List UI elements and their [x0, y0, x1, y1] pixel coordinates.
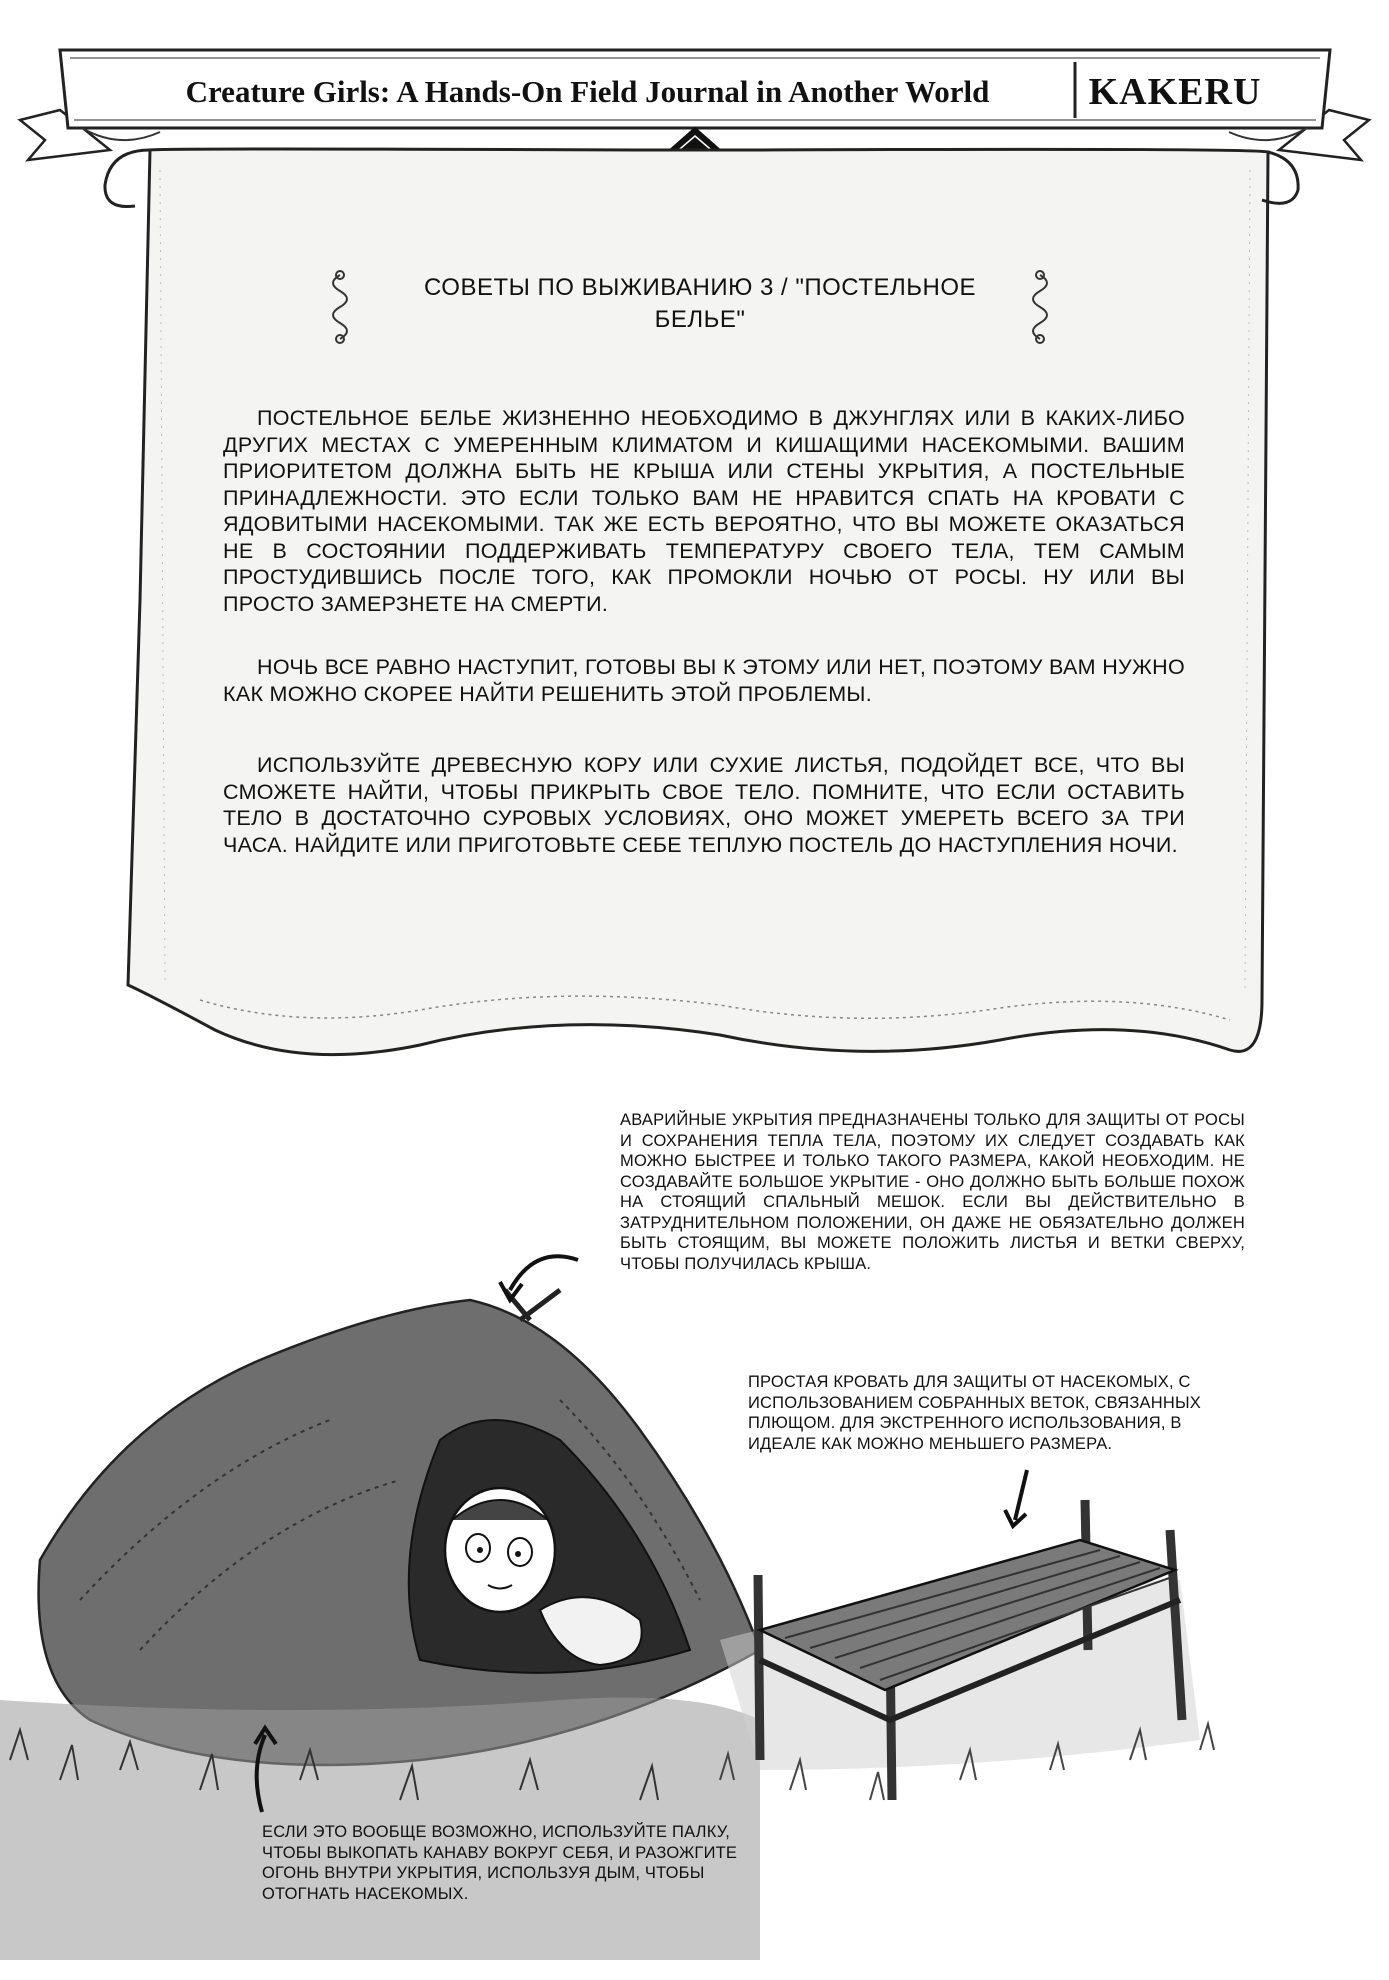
bed-caption: ПРОСТАЯ КРОВАТЬ ДЛЯ ЗАЩИТЫ ОТ НАСЕКОМЫХ, С ИСПОЛЬЗОВАНИЕМ СОБРАННЫХ ВЕТОК, СВЯЗАННЫХ ПЛЮЩОМ. ДЛЯ ЭКСТРЕННОГО ИСПОЛЬЗОВАНИЯ, В ИДЕАЛЕ КАК МОЖНО МЕНЬШЕГО РАЗМЕРА. [748, 1373, 1201, 1453]
author-name: KAKERU [1088, 71, 1262, 113]
journal-paragraph: НОЧЬ ВСЕ РАВНО НАСТУПИТ, ГОТОВЫ ВЫ К ЭТОМУ ИЛИ НЕТ, ПОЭТОМУ ВАМ НУЖНО КАК МОЖНО СКОРЕЕ НАЙТИ РЕШЕНИТЬ ЭТОЙ ПРОБЛЕМЫ. [223, 655, 1185, 706]
book-title: Creature Girls: A Hands-On Field Journal in Another World [185, 74, 990, 109]
stick-bed-illustration [720, 1500, 1214, 1800]
ditch-caption: ЕСЛИ ЭТО ВООБЩЕ ВОЗМОЖНО, ИСПОЛЬЗУЙТЕ ПАЛКУ, ЧТОБЫ ВЫКОПАТЬ КАНАВУ ВОКРУГ СЕБЯ, И РАЗОЖГИТЕ ОГОНЬ ВНУТРИ УКРЫТИЯ, ИСПОЛЬЗУЯ ДЫМ, ЧТОБЫ ОТОГНАТЬ НАСЕКОМЫХ. [262, 1823, 738, 1903]
section-title: СОВЕТЫ ПО ВЫЖИВАНИЮ 3 / "ПОСТЕЛЬНОЕ БЕЛЬЕ" [423, 274, 977, 333]
arrow-to-bed [1015, 1470, 1027, 1520]
journal-paragraph: ИСПОЛЬЗУЙТЕ ДРЕВЕСНУЮ КОРУ ИЛИ СУХИЕ ЛИСТЬЯ, ПОДОЙДЕТ ВСЕ, ЧТО ВЫ СМОЖЕТЕ НАЙТИ, ЧТОБЫ ПРИКРЫТЬ СВОЕ ТЕЛО. ПОМНИТЕ, ЧТО ЕСЛИ ОСТАВИТЬ ТЕЛО В ДОСТАТОЧНО СУРОВЫХ УСЛОВИЯХ, ОНО МОЖЕТ УМЕРЕТЬ ВСЕГО ЗА ТРИ ЧАСА. НАЙДИТЕ ИЛИ ПРИГОТОВЬТЕ СЕБЕ ТЕПЛУЮ ПОСТЕЛЬ ДО НАСТУПЛЕНИЯ НОЧИ. [223, 753, 1185, 857]
shelter-caption: АВАРИЙНЫЕ УКРЫТИЯ ПРЕДНАЗНАЧЕНЫ ТОЛЬКО ДЛЯ ЗАЩИТЫ ОТ РОСЫ И СОХРАНЕНИЯ ТЕПЛА ТЕЛА, ПОЭТОМУ ИХ СЛЕДУЕТ СОЗДАВАТЬ КАК МОЖНО БЫСТРЕЕ И ТОЛЬКО ТАКОГО РАЗМЕРА, КАКОЙ НЕОБХОДИМ. НЕ СОЗДАВАЙТЕ БОЛЬШОЕ УКРЫТИЕ - ОНО ДОЛЖНО БЫТЬ БОЛЬШЕ ПОХОЖ НА СТОЯЩИЙ СПАЛЬНЫЙ МЕШОК. ЕСЛИ ВЫ ДЕЙСТВИТЕЛЬНО В ЗАТРУДНИТЕЛЬНОМ ПОЛОЖЕНИИ, ОН ДАЖЕ НЕ ОБЯЗАТЕЛЬНО ДОЛЖЕН БЫТЬ СТОЯЩИМ, ВЫ МОЖЕТЕ ПОЛОЖИТЬ ЛИСТЬЯ И ВЕТКИ СВЕРХУ, ЧТОБЫ ПОЛУЧИЛАСЬ КРЫША. [620, 1111, 1245, 1273]
journal-paragraph: ПОСТЕЛЬНОЕ БЕЛЬЕ ЖИЗНЕННО НЕОБХОДИМО В ДЖУНГЛЯХ ИЛИ В КАКИХ-ЛИБО ДРУГИХ МЕСТАХ С УМЕРЕННЫМ КЛИМАТОМ И КИШАЩИМИ НАСЕКОМЫМИ. ВАШИМ ПРИОРИТЕТОМ ДОЛЖНА БЫТЬ НЕ КРЫША ИЛИ СТЕНЫ УКРЫТИЯ, А ПОСТЕЛЬНЫЕ ПРИНАДЛЕЖНОСТИ. ЭТО ЕСЛИ ТОЛЬКО ВАМ НЕ НРАВИТСЯ СПАТЬ НА КРОВАТИ С ЯДОВИТЫМИ НАСЕКОМЫМИ. ТАК ЖЕ ЕСТЬ ВЕРОЯТНО, ЧТО ВЫ МОЖЕТЕ ОКАЗАТЬСЯ НЕ В СОСТОЯНИИ ПОДДЕРЖИВАТЬ ТЕМПЕРАТУРУ СВОЕГО ТЕЛА, ТЕМ САМЫМ ПРОСТУДИВШИСЬ ПОСЛЕ ТОГО, КАК ПРОМОКЛИ НОЧЬЮ ОТ РОСЫ. НУ ИЛИ ВЫ ПРОСТО ЗАМЕРЗНЕТЕ НА СМЕРТИ. [223, 406, 1185, 616]
